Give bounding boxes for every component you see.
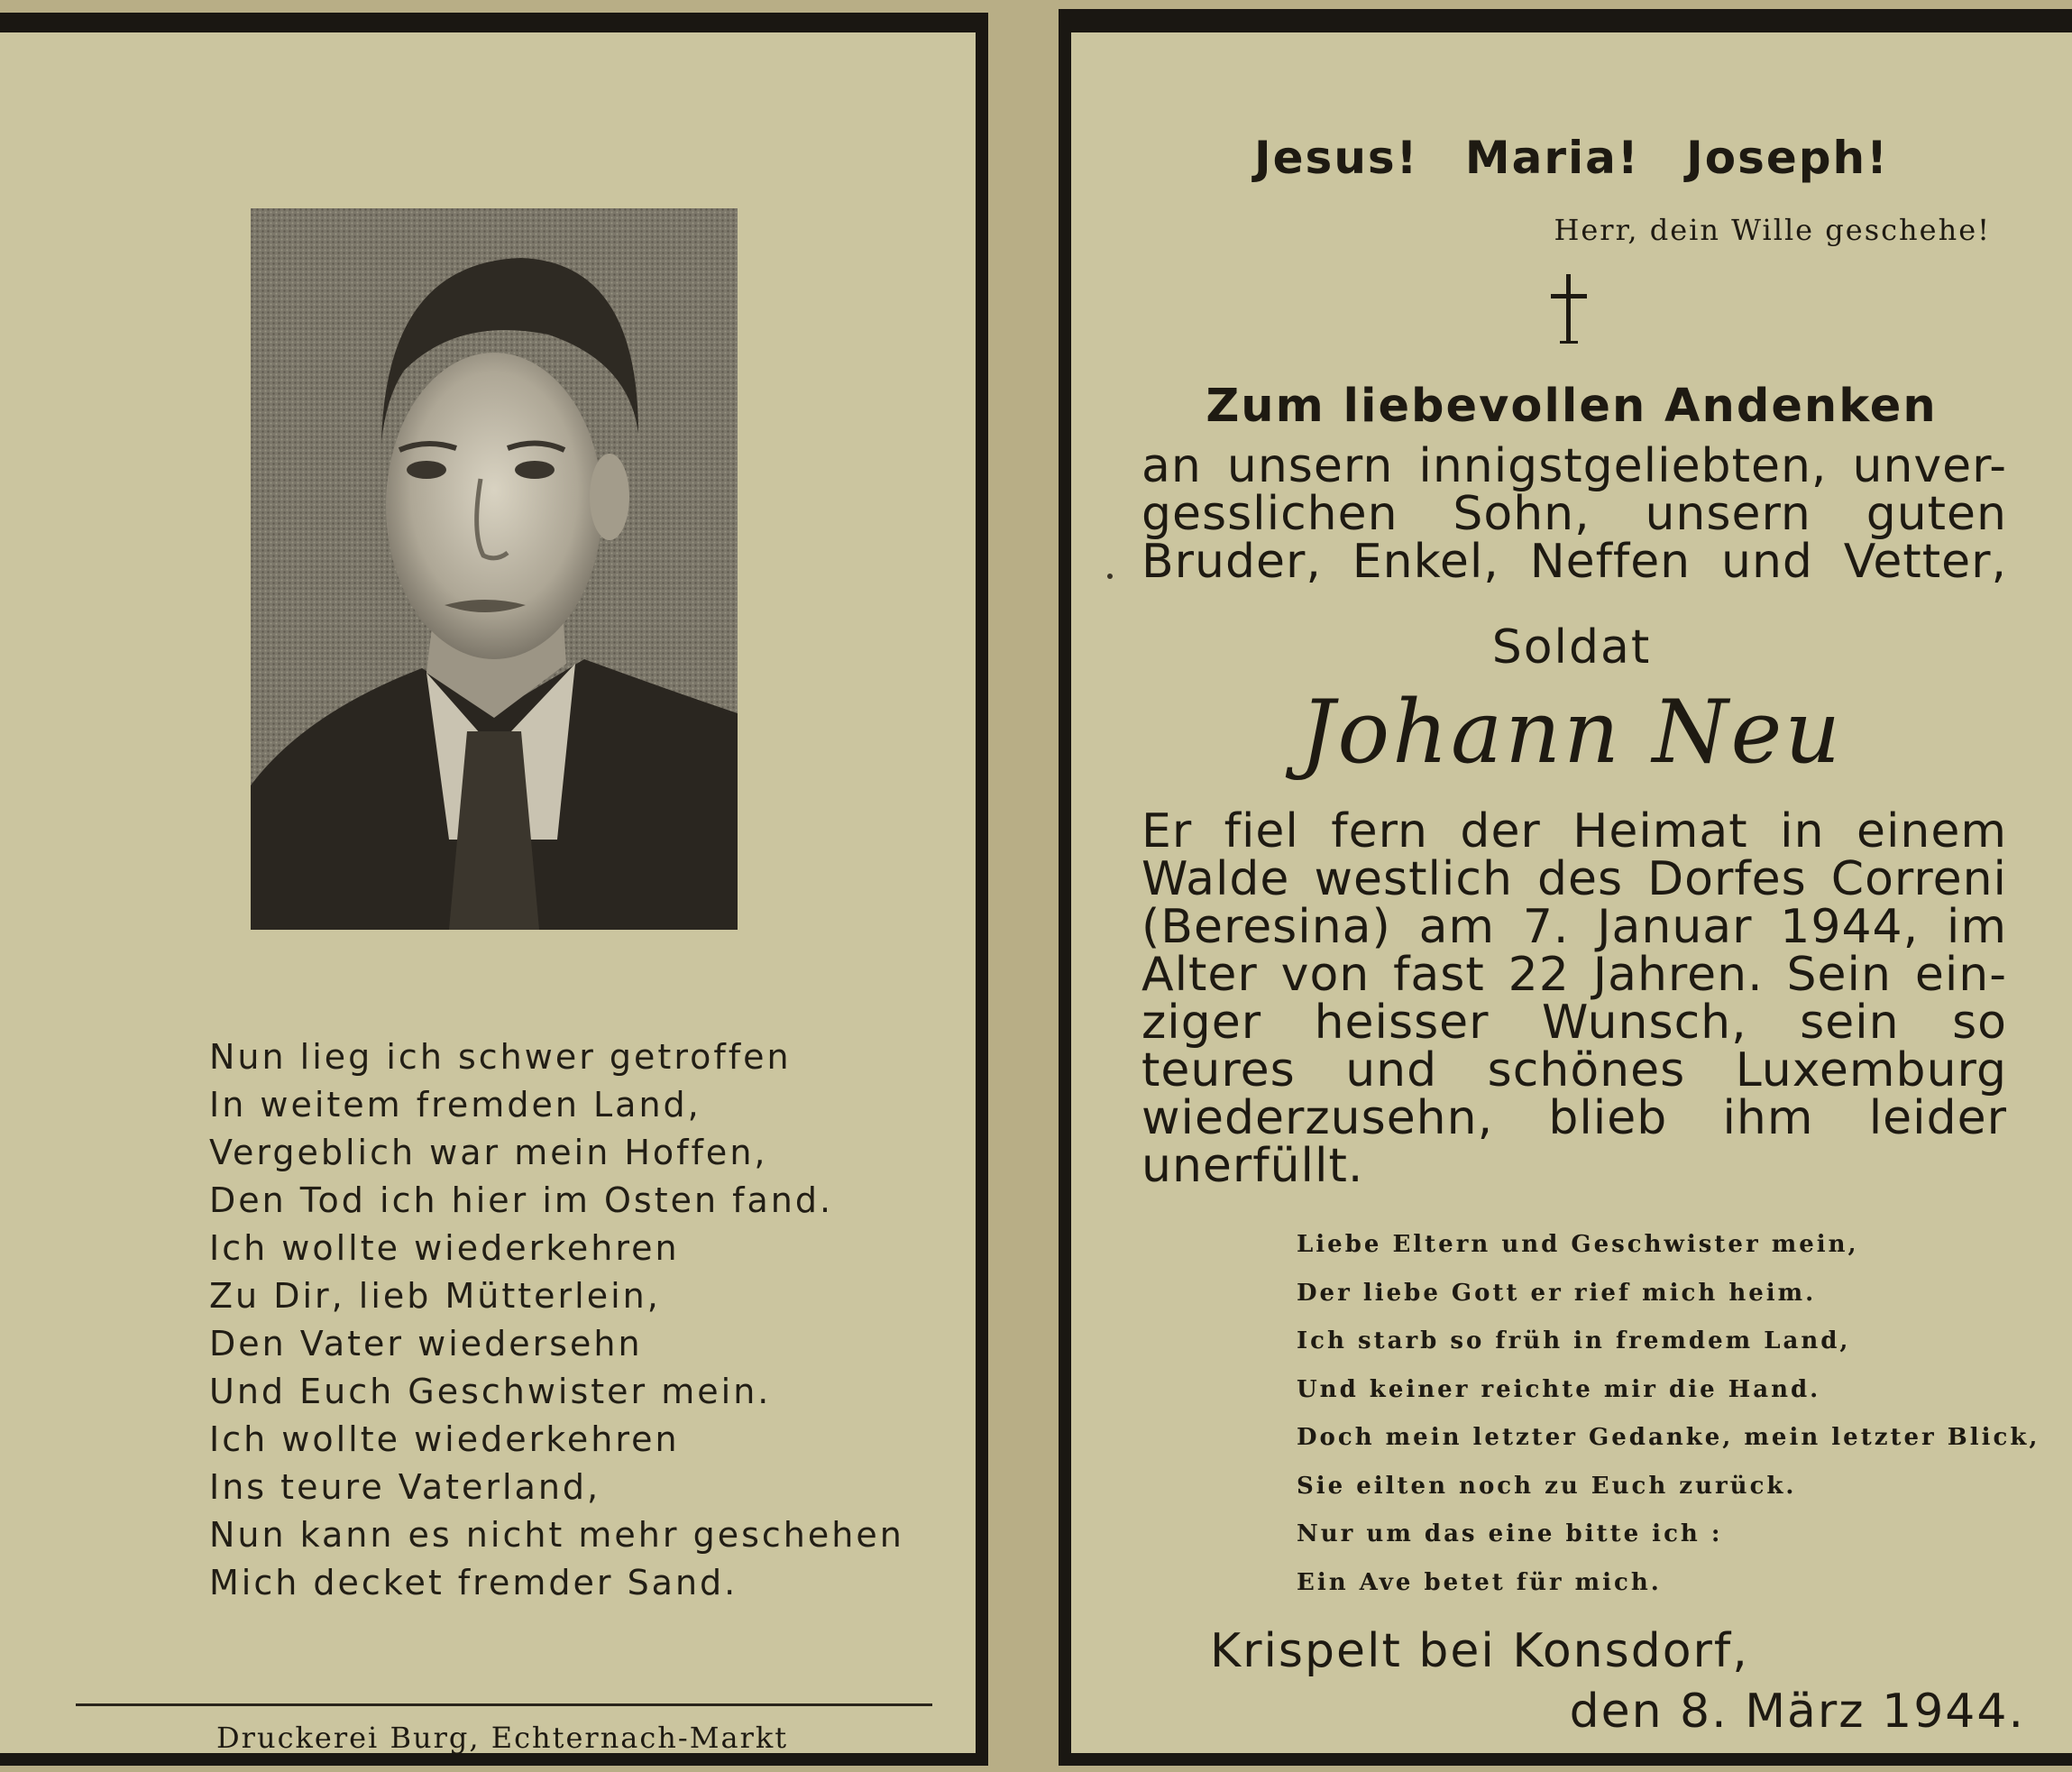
printer-rule [76,1703,932,1706]
cross-icon [1549,272,1589,344]
invocation-heading: Jesus! Maria! Joseph! [1254,132,1889,184]
poem-line: Ich wollte wiederkehren [209,1228,680,1268]
dedication-line: an unsern innigstgeliebten, unver- [1141,439,2007,493]
verse-line: Nur um das eine bitte ich : [1297,1520,1723,1547]
right-page [1059,20,2072,1766]
deceased-name: Johann Neu [1299,682,1844,783]
printer-imprint: Druckerei Burg, Echternach-Markt [216,1721,789,1755]
poem-line: Nun kann es nicht mehr geschehen [209,1515,904,1555]
verse-line: Und keiner reichte mir die Hand. [1297,1375,1821,1403]
poem-line: Mich decket fremder Sand. [209,1563,738,1602]
left-page [0,20,988,1766]
verse-line: Liebe Eltern und Geschwister mein, [1297,1231,1859,1258]
poem-line: Vergeblich war mein Hoffen, [209,1133,768,1172]
notice-line: teures und schönes Luxemburg [1141,1043,2007,1097]
portrait-photo [251,208,738,930]
notice-line: ziger heisser Wunsch, sein so [1141,996,2007,1050]
notice-line: Alter von fast 22 Jahren. Sein ein- [1141,948,2007,1002]
dedication-line: gesslichen Sohn, unsern guten [1141,487,2007,541]
poem-line: Den Vater wiedersehn [209,1324,643,1363]
poem-line: In weitem fremden Land, [209,1085,701,1125]
date-line: den 8. März 1944. [1569,1685,2025,1739]
dedication-line: Bruder, Enkel, Neffen und Vetter, [1141,535,2007,589]
prayer-line: Herr, dein Wille geschehe! [1554,213,1991,247]
poem [209,1033,949,1607]
rank-label: Soldat [1491,620,1652,675]
poem-line: Den Tod ich hier im Osten fand. [209,1180,834,1220]
verse-line: Ich starb so früh in fremdem Land, [1297,1327,1851,1354]
notice-line: unerfüllt. [1141,1139,1364,1193]
place-line: Krispelt bei Konsdorf, [1210,1624,1749,1678]
poem-line: Ins teure Vaterland, [209,1467,601,1507]
notice-line: wiederzusehn, blieb ihm leider [1141,1091,2007,1145]
notice-line: Walde westlich des Dorfes Correni [1141,852,2007,906]
death-notice [1141,804,2007,1193]
memorial-heading: Zum liebevollen Andenken [1206,380,1938,433]
poem-line: Nun lieg ich schwer getroffen [209,1037,792,1077]
poem-line: Ich wollte wiederkehren [209,1419,680,1459]
poem-line: Und Euch Geschwister mein. [209,1372,772,1411]
verse-line: Der liebe Gott er rief mich heim. [1297,1279,1817,1307]
verse-line: Ein Ave betet für mich. [1297,1568,1662,1596]
poem-line: Zu Dir, lieb Mütterlein, [209,1276,661,1316]
dedication-text [1141,439,2007,589]
margin-dot [1107,574,1113,579]
verse-line: Doch mein letzter Gedanke, mein letzter Blick, [1297,1424,2040,1451]
closing-verse [1297,1221,2040,1607]
notice-line: (Beresina) am 7. Januar 1944, im [1141,900,2007,954]
verse-line: Sie eilten noch zu Euch zurück. [1297,1472,1797,1500]
notice-line: Er fiel fern der Heimat in einem [1141,804,2007,858]
